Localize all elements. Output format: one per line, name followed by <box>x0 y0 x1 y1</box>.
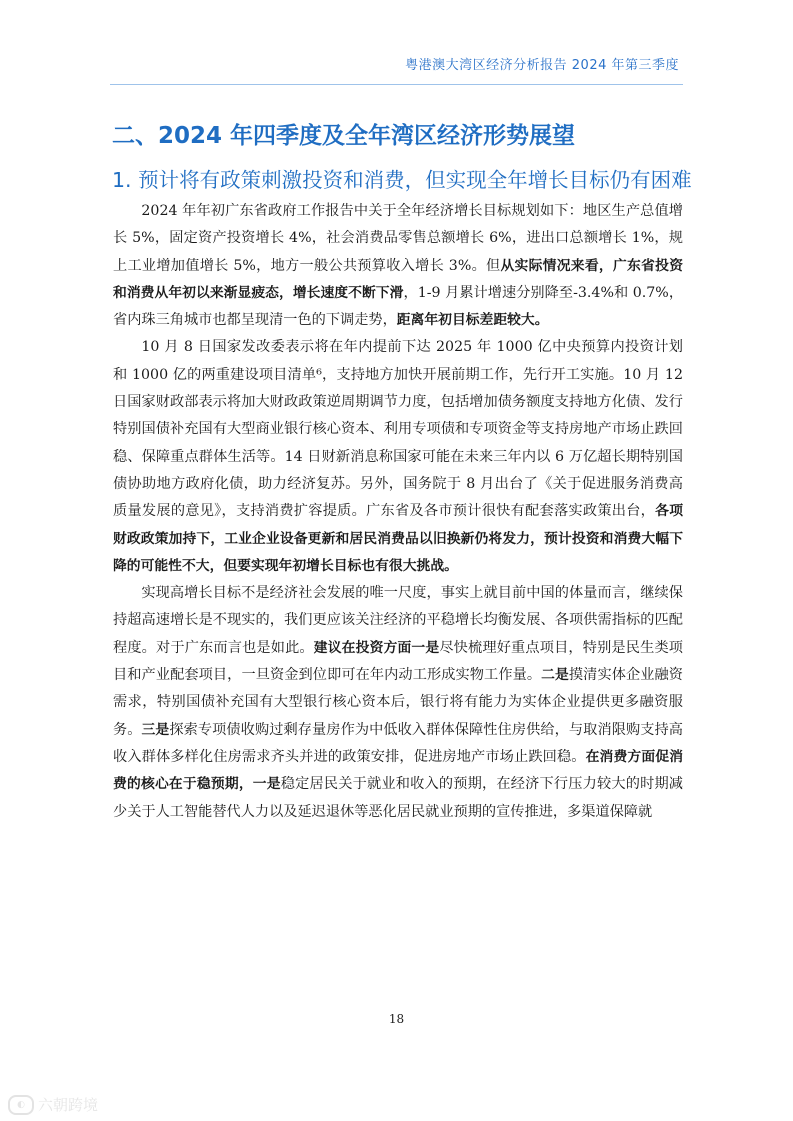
bold-text: 在消费方面促消费的核心在于稳预期，一是 <box>113 748 683 793</box>
text-run: 探索专项债收购过剩存量房作为中低收入群体保障性住房供给，与取消限购支持高收入群体多样化住房需求齐头并进的政策安排，促进房地产市场止跌回稳。 <box>113 721 683 765</box>
paragraph <box>113 334 683 580</box>
watermark-text: 六朝跨境 <box>38 1096 99 1114</box>
header-divider <box>110 84 683 85</box>
bold-text: 各项财政政策加持下，工业企业设备更新和居民消费品以旧换新仍将发力，预计投资和消费大幅下降的可能性不大，但要实现年初增长目标也有很大挑战。 <box>113 503 684 574</box>
paragraph <box>113 198 683 334</box>
paragraph <box>113 580 683 826</box>
subsection-title: 1. 预计将有政策刺激投资和消费，但实现全年增长目标仍有困难 <box>112 168 692 192</box>
bold-text: 距离年初目标差距较大。 <box>396 312 549 329</box>
text-run: 尽快梳理好重点项目，特别是民生类项目和产业配套项目，一旦资金到位即可在年内动工形成实物工作量。 <box>113 639 683 684</box>
text-run: 稳定居民关于就业和收入的预期，在经济下行压力较大的时期减少关于人工智能替代人力以及延迟退休等恶化居民就业预期的宣传推进，多渠道保障就 <box>113 776 683 820</box>
page-number: 18 <box>388 1012 405 1026</box>
watermark-logo-icon: ◐ <box>8 1095 34 1115</box>
text-run: 实现高增长目标不是经济社会发展的唯一尺度，事实上就目前中国的体量而言，继续保持超高速增长是不现实的，我们更应该关注经济的平稳增长均衡发展、各项供需指标的匹配程度。对于广东而言也是如此。 <box>113 585 683 656</box>
text-run: 2024 年年初广东省政府工作报告中关于全年经济增长目标规划如下：地区生产总值增长 5%，固定资产投资增长 4%，社会消费品零售总额增长 6%，进出口总额增长 1%，规上工业增加值增长 5%，地方一般公共预算收入增长 3%。但 <box>113 203 683 274</box>
section-title: 二、2024 年四季度及全年湾区经济形势展望 <box>112 123 576 149</box>
running-header: 粤港澳大湾区经济分析报告 2024 年第三季度 <box>405 58 679 73</box>
text-run: 10 月 8 日国家发改委表示将在年内提前下达 2025 年 1000 亿中央预算内投资计划和 1000 亿的两重建设项目清单⁶，支持地方加快开展前期工作，先行开工实施。10 月 12 日国家财政部表示将加大财政政策逆周期调节力度，包括增加债务额度支持地方化债、发行特别国债补充国有大型商业银行核心资本、利用专项债和专项资金等支持房地产市场止跌回稳、保障重点群体生活等。14 日财新消息称国家可能在未来三年内以 6 万亿超长期特别国债协助地方政府化债，助力经济复苏。另外，国务院于 8 月出台了《关于促进服务消费高质量发展的意见》，支持消费扩容提质。广东省及各市预计很快有配套落实政策出台， <box>113 339 683 520</box>
bold-text: 二是 <box>541 667 569 684</box>
text-run: 摸清实体企业融资需求，特别国债补充国有大型银行核心资本后，银行将有能力为实体企业提供更多融资服务。 <box>113 667 683 738</box>
bold-text: 建议在投资方面一是 <box>313 639 440 656</box>
body-text <box>113 198 683 826</box>
watermark <box>8 1094 98 1115</box>
bold-text: 从实际情况来看，广东省投资和消费从年初以来渐显疲态，增长速度不断下滑 <box>113 257 683 301</box>
bold-text: 三是 <box>141 721 170 738</box>
text-run: ，1-9 月累计增速分别降至-3.4%和 0.7%，省内珠三角城市也都呈现清一色的下调走势， <box>113 284 684 329</box>
